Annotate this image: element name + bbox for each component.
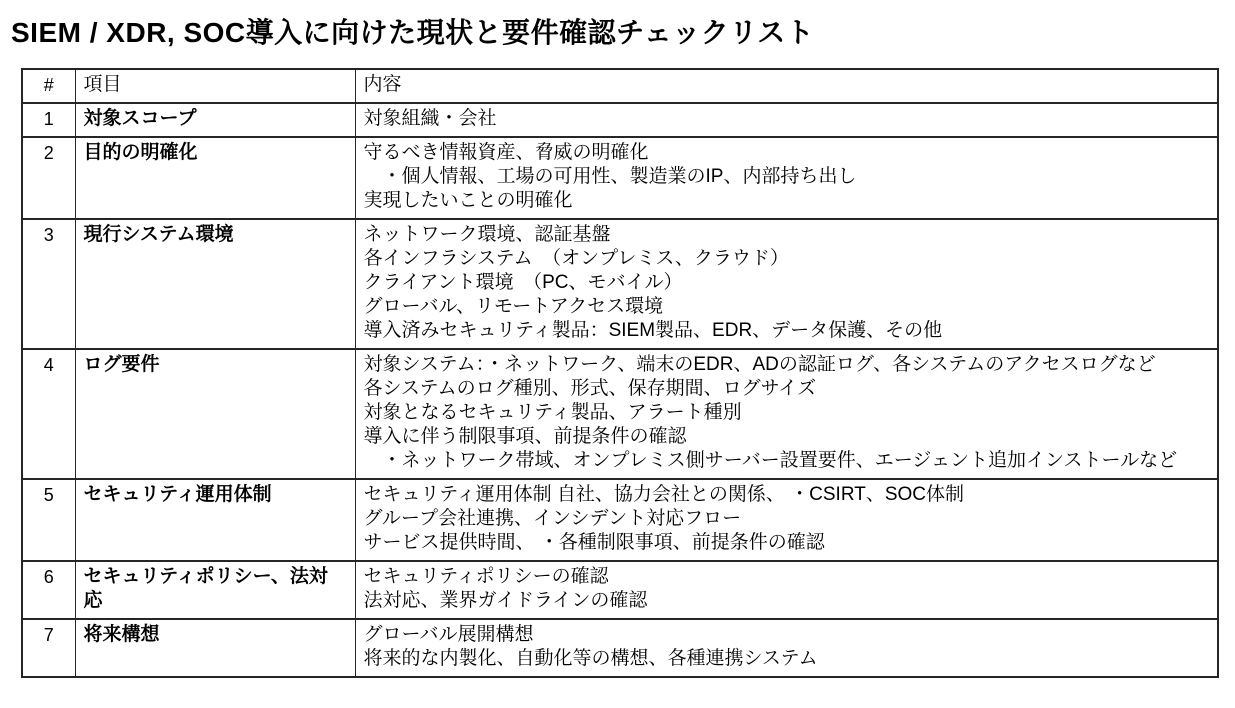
page-title: SIEM / XDR, SOC導入に向けた現状と要件確認チェックリスト	[11, 17, 815, 48]
table-row	[22, 219, 1218, 349]
content-line: 対象となるセキュリティ製品、アラート種別	[363, 402, 742, 423]
table-row	[22, 349, 1218, 479]
content-line: 法対応、業界ガイドラインの確認	[363, 590, 648, 611]
row-number: 1	[22, 103, 75, 137]
item-name: 将来構想	[75, 619, 355, 677]
content-line: ・個人情報、工場の可用性、製造業のIP、内部持ち出し	[363, 166, 857, 187]
table-row	[22, 103, 1218, 137]
content-line: セキュリティ運用体制 自社、協力会社との関係、 ・CSIRT、SOC体制	[363, 484, 964, 505]
content-line: 導入に伴う制限事項、前提条件の確認	[363, 426, 687, 447]
content-line: 守るべき情報資産、脅威の明確化	[363, 142, 649, 163]
item-name: セキュリティポリシー、法対応	[75, 561, 355, 619]
table-row	[22, 561, 1218, 619]
table-body	[22, 103, 1218, 677]
content-line: サービス提供時間、 ・各種制限事項、前提条件の確認	[363, 532, 825, 553]
content-line: クライアント環境 （PC、モバイル）	[363, 272, 683, 293]
header-row	[22, 69, 1218, 103]
item-content	[355, 103, 1218, 137]
table-row	[22, 137, 1218, 219]
content-line: グローバル、リモートアクセス環境	[363, 296, 664, 317]
item-name: 対象スコープ	[75, 103, 355, 137]
table-row	[22, 619, 1218, 677]
content-line: 対象組織・会社	[363, 108, 497, 129]
row-number: 6	[22, 561, 75, 619]
content-line: 対象システム：・ネットワーク、端末のEDR、ADの認証ログ、各システムのアクセスログなど	[363, 354, 1156, 375]
item-content	[355, 479, 1218, 561]
row-number: 4	[22, 349, 75, 479]
content-line: 将来的な内製化、自動化等の構想、各種連携システム	[363, 648, 818, 669]
content-line: 実現したいことの明確化	[363, 190, 573, 211]
content-line: グローバル展開構想	[363, 624, 534, 645]
row-number: 7	[22, 619, 75, 677]
row-number: 5	[22, 479, 75, 561]
item-content	[355, 349, 1218, 479]
content-line: 各システムのログ種別、形式、保存期間、ログサイズ	[363, 378, 817, 399]
item-name: 現行システム環境	[75, 219, 355, 349]
item-content	[355, 561, 1218, 619]
table-row	[22, 479, 1218, 561]
item-name: ログ要件	[75, 349, 355, 479]
row-number: 3	[22, 219, 75, 349]
content-line: セキュリティポリシーの確認	[363, 566, 609, 587]
content-line: ネットワーク環境、認証基盤	[363, 224, 611, 245]
column-header-item: 項目	[75, 69, 355, 103]
item-content	[355, 619, 1218, 677]
column-header-content: 内容	[355, 69, 1218, 103]
content-line: 導入済みセキュリティ製品：SIEM製品、EDR、データ保護、その他	[363, 320, 943, 341]
content-line: グループ会社連携、インシデント対応フロー	[363, 508, 742, 529]
item-content	[355, 219, 1218, 349]
checklist-document	[0, 15, 1235, 678]
item-name: 目的の明確化	[75, 137, 355, 219]
column-header-num: #	[22, 69, 75, 103]
content-line: ・ネットワーク帯域、オンプレミス側サーバー設置要件、エージェント追加インストールなど	[363, 450, 1178, 471]
checklist-table	[21, 68, 1219, 678]
content-line: 各インフラシステム （オンプレミス、クラウド）	[363, 248, 789, 269]
row-number: 2	[22, 137, 75, 219]
item-content	[355, 137, 1218, 219]
item-name: セキュリティ運用体制	[75, 479, 355, 561]
